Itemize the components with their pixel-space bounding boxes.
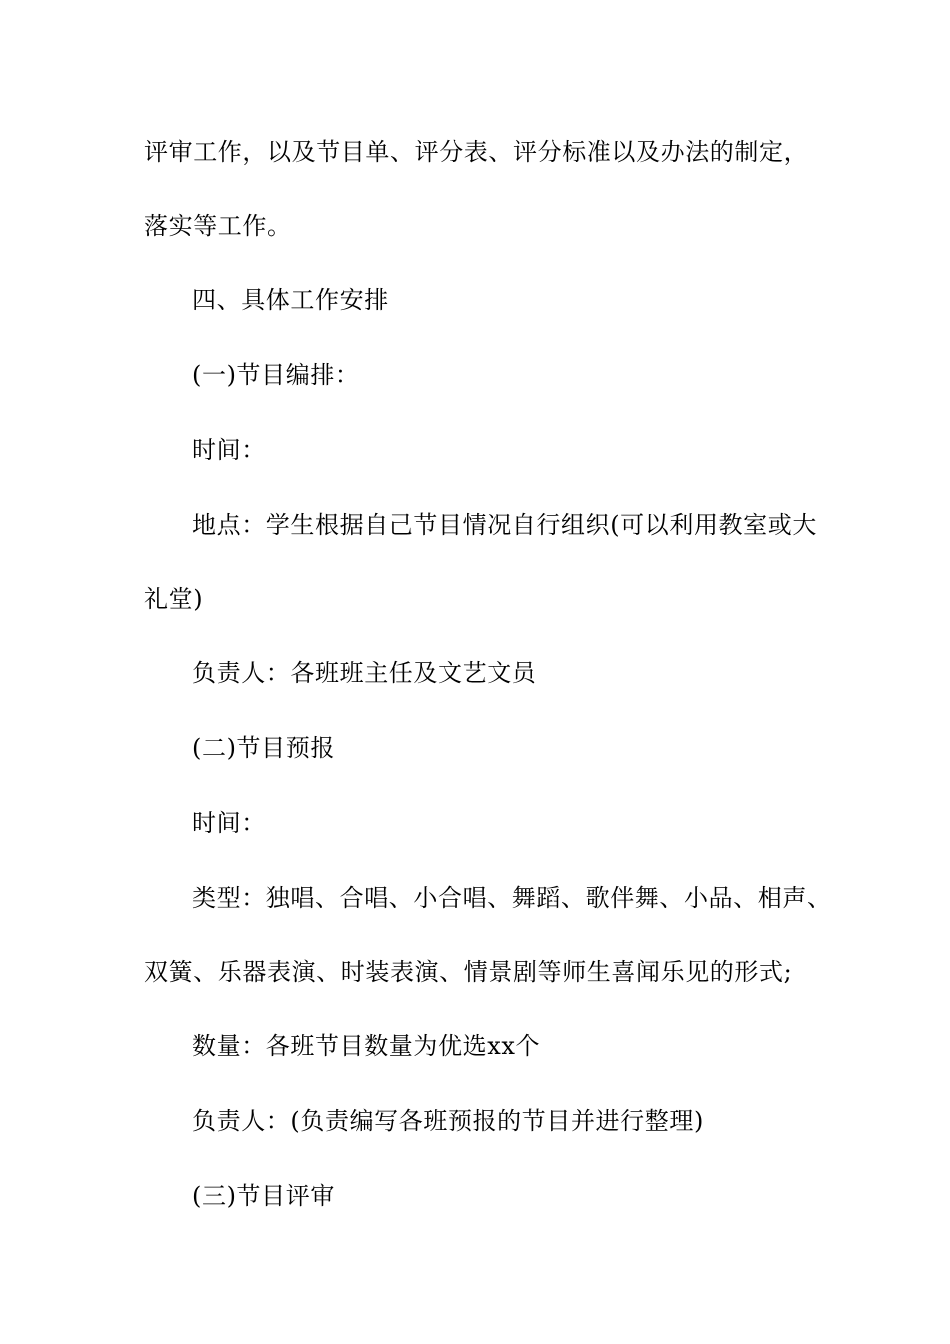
paragraph-line: 数量：各班节目数量为优选xx个 bbox=[192, 1032, 541, 1060]
paragraph-line: 时间： bbox=[192, 809, 266, 837]
paragraph-line: 负责人：(负责编写各班预报的节目并进行整理) bbox=[192, 1107, 704, 1135]
paragraph-line: 类型：独唱、合唱、小合唱、舞蹈、歌伴舞、小品、相声、 bbox=[192, 884, 832, 912]
paragraph-line: 地点：学生根据自己节目情况自行组织(可以利用教室或大 bbox=[192, 511, 817, 539]
paragraph-line: 落实等工作。 bbox=[144, 212, 292, 240]
paragraph-line: 礼堂) bbox=[144, 585, 204, 613]
subsection-heading: (二)节目预报 bbox=[192, 734, 335, 762]
paragraph-line: 时间： bbox=[192, 436, 266, 464]
section-heading: 四、具体工作安排 bbox=[192, 286, 389, 314]
subsection-heading: (三)节目评审 bbox=[192, 1182, 335, 1210]
paragraph-line: 评审工作，以及节目单、评分表、评分标准以及办法的制定， bbox=[144, 138, 809, 166]
paragraph-line: 负责人：各班班主任及文艺文员 bbox=[192, 659, 537, 687]
paragraph-line: 双簧、乐器表演、时装表演、情景剧等师生喜闻乐见的形式; bbox=[144, 958, 793, 986]
subsection-heading: (一)节目编排： bbox=[192, 361, 360, 389]
